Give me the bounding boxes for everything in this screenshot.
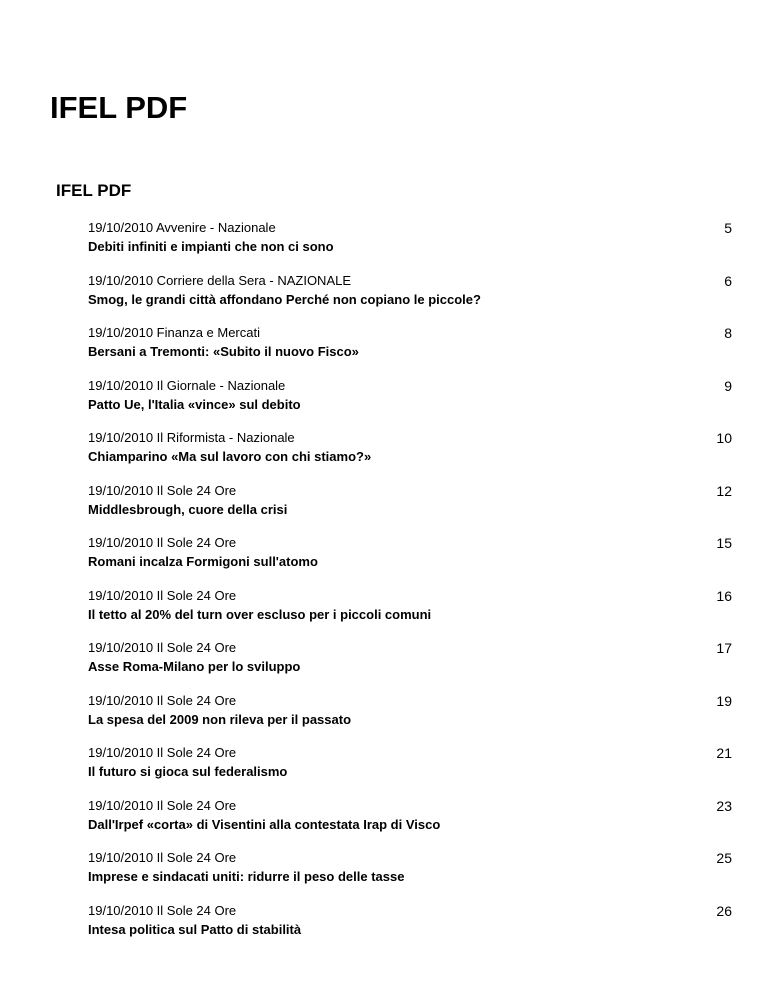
table-of-contents: [0, 218, 768, 953]
entry-page-number: 15: [716, 535, 732, 551]
entry-source: 19/10/2010 Avvenire - Nazionale: [88, 220, 276, 235]
entry-headline[interactable]: Middlesbrough, cuore della crisi: [88, 501, 288, 517]
entry-source: 19/10/2010 Il Sole 24 Ore: [88, 482, 237, 498]
toc-entry[interactable]: [0, 218, 768, 271]
toc-entry[interactable]: [0, 428, 768, 481]
entry-headline[interactable]: Chiamparino «Ma sul lavoro con chi stiamo?»: [88, 449, 372, 464]
toc-entry[interactable]: [0, 691, 768, 744]
entry-source: 19/10/2010 Il Giornale - Nazionale: [88, 377, 286, 393]
toc-entry[interactable]: [0, 638, 768, 691]
entry-headline[interactable]: La spesa del 2009 non rileva per il passato: [88, 711, 352, 727]
entry-page-number: 8: [724, 325, 732, 341]
entry-page-number: 25: [716, 850, 732, 866]
entry-source: 19/10/2010 Finanza e Mercati: [88, 325, 260, 340]
entry-headline[interactable]: Smog, le grandi città affondano Perché non copiano le piccole?: [88, 291, 481, 307]
entry-headline[interactable]: Il tetto al 20% del turn over escluso per i piccoli comuni: [88, 606, 432, 622]
document-title: IFEL PDF: [50, 90, 188, 125]
entry-source: 19/10/2010 Il Sole 24 Ore: [88, 587, 237, 603]
entry-page-number: 12: [716, 482, 732, 499]
toc-entry[interactable]: [0, 323, 768, 376]
toc-entry[interactable]: [0, 848, 768, 901]
entry-source: 19/10/2010 Il Sole 24 Ore: [88, 902, 237, 918]
entry-page-number: 23: [716, 797, 732, 814]
entry-source: 19/10/2010 Il Sole 24 Ore: [88, 797, 237, 813]
entry-page-number: 21: [716, 745, 732, 761]
entry-source: 19/10/2010 Il Sole 24 Ore: [88, 535, 237, 550]
toc-entry[interactable]: [0, 743, 768, 796]
entry-headline[interactable]: Debiti infiniti e impianti che non ci sono: [88, 239, 334, 254]
entry-page-number: 17: [716, 640, 732, 656]
toc-entry[interactable]: [0, 901, 768, 954]
toc-entry[interactable]: [0, 376, 768, 429]
toc-entry[interactable]: [0, 271, 768, 324]
entry-source: 19/10/2010 Il Sole 24 Ore: [88, 745, 237, 760]
entry-source: 19/10/2010 Corriere della Sera - NAZIONALE: [88, 272, 352, 288]
entry-page-number: 10: [716, 430, 732, 446]
entry-headline[interactable]: Bersani a Tremonti: «Subito il nuovo Fisco»: [88, 344, 359, 359]
entry-headline[interactable]: Asse Roma-Milano per lo sviluppo: [88, 659, 301, 674]
toc-entry[interactable]: [0, 586, 768, 639]
entry-headline[interactable]: Romani incalza Formigoni sull'atomo: [88, 554, 318, 569]
entry-headline[interactable]: Imprese e sindacati uniti: ridurre il peso delle tasse: [88, 869, 405, 884]
entry-page-number: 6: [724, 272, 732, 289]
entry-headline[interactable]: Intesa politica sul Patto di stabilità: [88, 921, 302, 937]
toc-entry[interactable]: [0, 481, 768, 534]
entry-page-number: 9: [724, 377, 732, 394]
entry-page-number: 16: [716, 587, 732, 604]
entry-page-number: 5: [724, 220, 732, 236]
section-title: IFEL PDF: [56, 181, 132, 200]
entry-source: 19/10/2010 Il Sole 24 Ore: [88, 850, 237, 865]
entry-source: 19/10/2010 Il Sole 24 Ore: [88, 640, 237, 655]
entry-page-number: 26: [716, 902, 732, 919]
entry-source: 19/10/2010 Il Riformista - Nazionale: [88, 430, 295, 445]
toc-entry[interactable]: [0, 533, 768, 586]
entry-page-number: 19: [716, 692, 732, 709]
entry-headline[interactable]: Dall'Irpef «corta» di Visentini alla contestata Irap di Visco: [88, 816, 441, 832]
entry-headline[interactable]: Il futuro si gioca sul federalismo: [88, 764, 288, 779]
entry-source: 19/10/2010 Il Sole 24 Ore: [88, 692, 237, 708]
toc-entry[interactable]: [0, 796, 768, 849]
entry-headline[interactable]: Patto Ue, l'Italia «vince» sul debito: [88, 396, 301, 412]
